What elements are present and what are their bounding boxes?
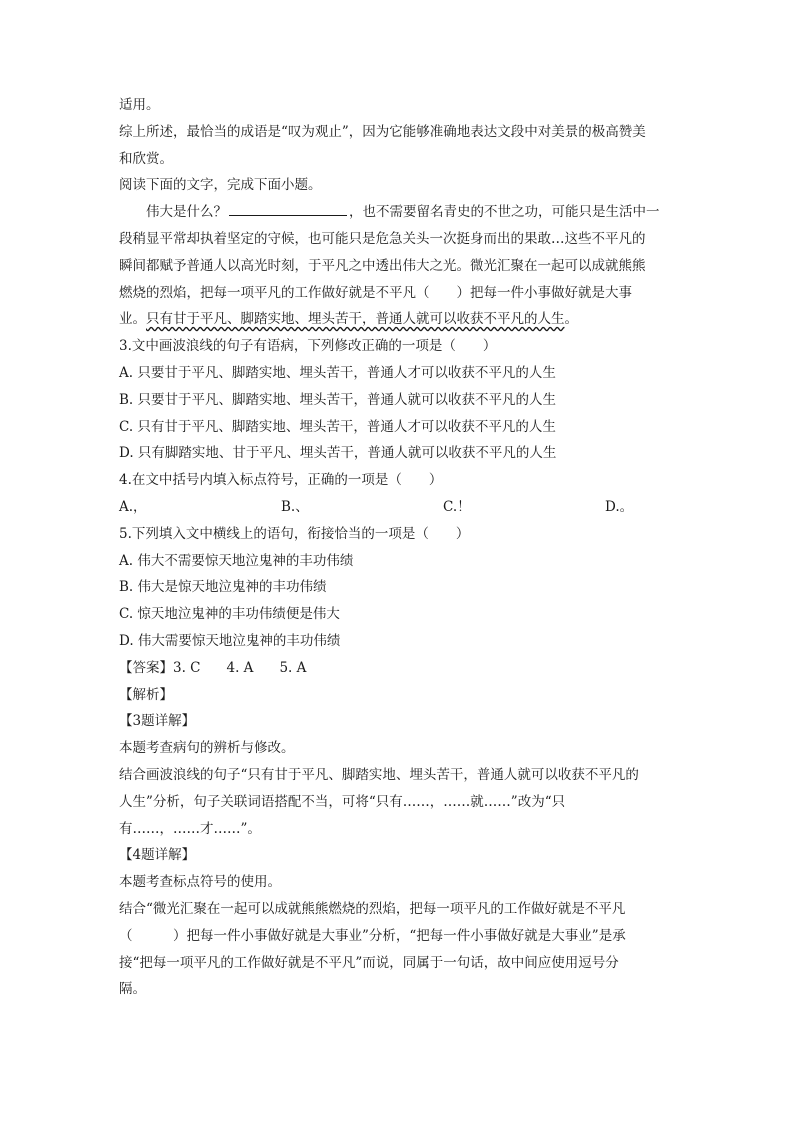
- q4-detail-label: 【4题详解】: [119, 847, 196, 864]
- q4-detail-line: 结合“微光汇聚在一起可以成就熊熊燃烧的烈焰，把每一项平凡的工作做好就是不平凡: [119, 900, 626, 917]
- question-3-option-d: D. 只有脚踏实地、甘于平凡、埋头苦干，普通人就可以收获不平凡的人生: [119, 445, 557, 462]
- answer-item: 3. C: [173, 659, 201, 676]
- question-4-stem: 4.在文中括号内填入标点符号，正确的一项是（ ）: [119, 472, 443, 489]
- question-5-option-b: B. 伟大是惊天地泣鬼神的丰功伟绩: [119, 579, 327, 596]
- q3-detail-label: 【3题详解】: [119, 713, 196, 730]
- q4-detail-line: 本题考查标点符号的使用。: [119, 874, 281, 891]
- text-line: 综上所述，最恰当的成语是“叹为观止”，因为它能够准确地表达文段中对美景的极高赞美: [119, 123, 646, 140]
- q3-detail-line: 有……，……才……”。: [119, 820, 261, 837]
- answer-item: 5. A: [279, 659, 307, 676]
- question-4-options: [119, 494, 679, 521]
- question-3-stem: 3.文中画波浪线的句子有语病，下列修改正确的一项是（ ）: [119, 338, 497, 355]
- passage-line: 燃烧的烈焰，把每一项平凡的工作做好就是不平凡（ ）把每一件小事做好就是大事: [119, 284, 632, 301]
- answer-item: 4. A: [226, 659, 254, 676]
- q3-detail-line: 本题考查病句的辨析与修改。: [119, 740, 295, 757]
- q3-detail-line: 人生”分析，句子关联词语搭配不当，可将“只有……，……就……”改为“只: [119, 793, 566, 810]
- q4-detail-line: （ ）把每一件小事做好就是大事业”分析，“把每一件小事做好就是大事业”是承: [119, 927, 626, 944]
- question-4-option-b: B.、: [281, 498, 309, 515]
- question-5-option-c: C. 惊天地泣鬼神的丰功伟绩便是伟大: [119, 606, 340, 623]
- text-line: 适用。: [119, 97, 160, 113]
- question-3-option-a: A. 只要甘于平凡、脚踏实地、埋头苦干，普通人才可以收获不平凡的人生: [119, 364, 556, 381]
- q4-detail-line: 接“把每一项平凡的工作做好就是不平凡”而说，同属于一句话，故中间应使用逗号分: [119, 954, 619, 971]
- answer-line: [119, 655, 679, 682]
- reading-instruction: 阅读下面的文字，完成下面小题。: [119, 177, 322, 194]
- question-3-option-b: B. 只要甘于平凡、脚踏实地、埋头苦干，普通人就可以收获不平凡的人生: [119, 391, 557, 408]
- text-line: 和欣赏。: [119, 150, 173, 167]
- question-4-option-d: D.。: [605, 498, 634, 515]
- passage-line: 伟大是什么？ ，也不需要留名青史的不世之功，可能只是生活中一: [119, 199, 679, 226]
- question-5-option-d: D. 伟大需要惊天地泣鬼神的丰功伟绩: [119, 632, 341, 649]
- question-3-option-c: C. 只有甘于平凡、脚踏实地、埋头苦干，普通人才可以收获不平凡的人生: [119, 418, 556, 435]
- document-page: [119, 92, 679, 1003]
- q4-detail-line: 隔。: [119, 981, 146, 998]
- question-5-option-a: A. 伟大不需要惊天地泣鬼神的丰功伟绩: [119, 552, 354, 569]
- question-4-option-c: C.！: [443, 498, 471, 515]
- fill-in-blank: [229, 199, 347, 216]
- passage-line: 瞬间都赋予普通人以高光时刻，于平凡之中透出伟大之光。微光汇聚在一起可以成就熊熊: [119, 257, 646, 274]
- passage-line: 段稍显平常却执着坚定的守候，也可能只是危急关头一次挺身而出的果敢…这些不平凡的: [119, 230, 646, 247]
- question-5-stem: 5.下列填入文中横线上的语句，衔接恰当的一项是（ ）: [119, 525, 470, 542]
- wavy-underlined-sentence: 只有甘于平凡、脚踏实地、埋头苦干，普通人就可以收获不平凡的人生: [146, 311, 565, 328]
- analysis-label: 【解析】: [119, 686, 173, 703]
- q3-detail-line: 结合画波浪线的句子“只有甘于平凡、脚踏实地、埋头苦干，普通人就可以收获不平凡的: [119, 766, 639, 783]
- passage-line: 业。只有甘于平凡、脚踏实地、埋头苦干，普通人就可以收获不平凡的人生。: [119, 311, 578, 328]
- answer-label: 【答案】: [119, 659, 173, 676]
- question-4-option-a: A.，: [119, 498, 147, 515]
